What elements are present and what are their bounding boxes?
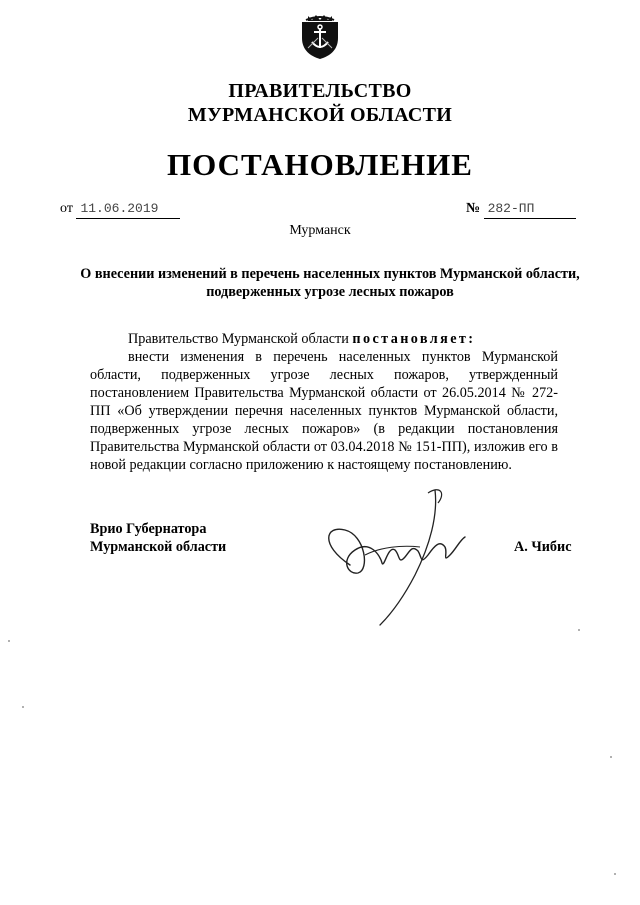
document-date: 11.06.2019 <box>76 200 180 219</box>
number-prefix: № <box>466 201 481 216</box>
document-number: 282-ПП <box>484 200 576 219</box>
scan-speck <box>8 640 10 642</box>
organization-name-line1: ПРАВИТЕЛЬСТВО <box>228 80 412 102</box>
number-row <box>466 200 576 219</box>
signer-title-line1: Врио Губернатора <box>90 521 207 537</box>
scan-speck <box>610 756 612 758</box>
handwritten-signature-icon <box>310 485 480 630</box>
scan-speck <box>614 873 616 875</box>
resolve-word: постановляет: <box>352 331 476 347</box>
organization-name-line2: МУРМАНСКОЙ ОБЛАСТИ <box>187 104 453 126</box>
city: Мурманск <box>289 223 351 238</box>
resolve-intro-text: Правительство Мурманской области <box>128 331 353 347</box>
signer-name: А. Чибис <box>514 539 572 555</box>
body-text: внести изменения в перечень населенных пунктов Мурманской области, подверженных угрозе лесных пожаров, утвержденный постановлением Правительства Мурманской области от 26.05.2014 № 272-ПП «Об утверждении перечня населенных пунктов Мурманской области, подверженных угрозе лесных пожаров» (в редакции постановления Правительства Мурманской области от 03.04.2018 № 151-ПП), изложив его в новой редакции согласно приложению к настоящему постановлению. <box>90 349 558 473</box>
signer-title-line2: Мурманской области <box>90 539 227 555</box>
scan-speck <box>578 629 580 631</box>
date-prefix: от <box>60 201 73 216</box>
date-row <box>60 200 180 219</box>
resolve-intro <box>128 330 475 348</box>
scan-speck <box>22 706 24 708</box>
signer-title <box>90 520 226 556</box>
document-type: ПОСТАНОВЛЕНИЕ <box>167 147 473 182</box>
murmansk-coat-of-arms-icon <box>296 8 344 60</box>
document-subject: О внесении изменений в перечень населенных пунктов Мурманской области, подверженных угрозе лесных пожаров <box>80 266 580 300</box>
